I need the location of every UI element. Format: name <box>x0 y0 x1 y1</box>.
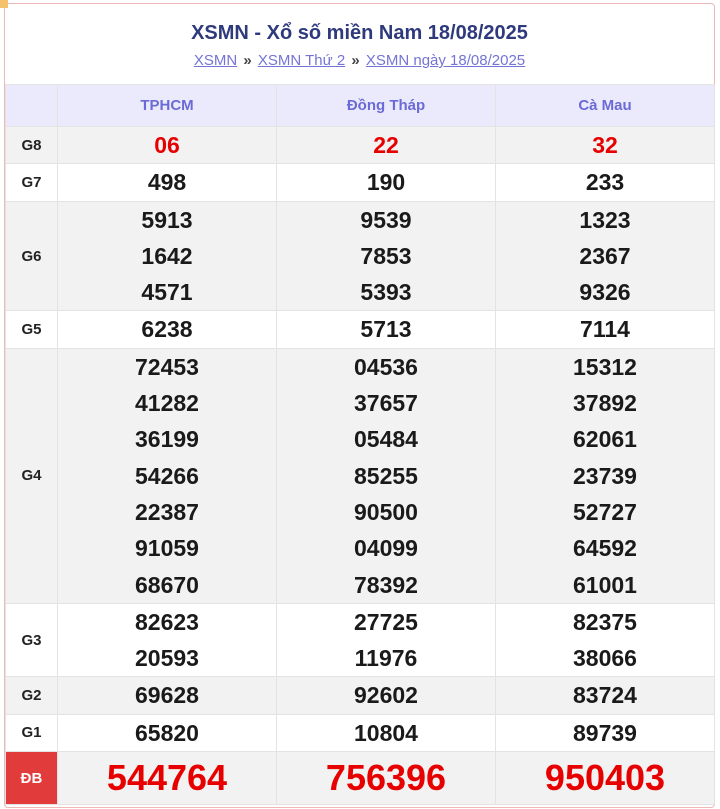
prize-number: 15312 <box>573 353 637 380</box>
prize-label: G7 <box>6 164 58 201</box>
result-cell <box>496 752 715 805</box>
prize-number: 9326 <box>579 279 631 306</box>
prize-number: 10804 <box>354 719 418 746</box>
prize-row-g5 <box>6 311 715 348</box>
page-title: XSMN - Xổ số miền Nam 18/08/2025 <box>191 22 528 44</box>
prize-number: 91059 <box>135 535 199 562</box>
prize-row-g2 <box>6 677 715 714</box>
special-prize-number: 950403 <box>544 757 666 799</box>
prize-number: 04536 <box>354 353 418 380</box>
prize-number: 22387 <box>135 498 199 525</box>
result-cell <box>277 311 496 348</box>
prize-number: 37657 <box>354 390 418 417</box>
prize-number: 6238 <box>141 316 193 343</box>
prize-number: 9539 <box>360 206 412 233</box>
corner-cell <box>6 85 58 127</box>
result-cell <box>277 164 496 201</box>
result-cell <box>58 164 277 201</box>
result-cell <box>58 677 277 714</box>
result-cell <box>496 127 715 164</box>
prize-number: 5913 <box>141 206 193 233</box>
prize-number: 68670 <box>135 571 199 598</box>
prize-number: 82623 <box>135 608 199 635</box>
result-cell <box>58 127 277 164</box>
prize-number: 04099 <box>354 535 418 562</box>
results-table <box>5 84 715 805</box>
prize-row-db <box>6 752 715 805</box>
prize-label: G2 <box>6 677 58 714</box>
prize-number: 92602 <box>354 682 418 709</box>
prize-number: 4571 <box>141 279 193 306</box>
prize-number: 36199 <box>135 426 199 453</box>
prize-number: 233 <box>585 169 625 196</box>
prize-number: 1642 <box>141 242 193 269</box>
result-cell <box>496 311 715 348</box>
result-cell <box>277 127 496 164</box>
province-header[interactable]: Cà Mau <box>496 85 715 127</box>
prize-number: 82375 <box>573 608 637 635</box>
result-cell <box>58 752 277 805</box>
prize-number: 2367 <box>579 242 631 269</box>
result-cell <box>277 201 496 311</box>
prize-row-g1 <box>6 714 715 751</box>
prize-label: G3 <box>6 603 58 677</box>
result-cell <box>277 752 496 805</box>
prize-number: 38066 <box>573 645 637 672</box>
prize-number: 62061 <box>573 426 637 453</box>
result-cell <box>277 348 496 603</box>
prize-number: 7114 <box>580 316 630 343</box>
prize-row-g4 <box>6 348 715 603</box>
prize-number: 06 <box>154 132 180 158</box>
prize-label: G4 <box>6 348 58 603</box>
prize-row-g8 <box>6 127 715 164</box>
result-cell <box>277 603 496 677</box>
prize-row-g7 <box>6 164 715 201</box>
prize-number: 90500 <box>354 498 418 525</box>
special-prize-number: 756396 <box>325 757 447 799</box>
result-cell <box>496 348 715 603</box>
prize-number: 72453 <box>135 353 199 380</box>
result-cell <box>277 677 496 714</box>
prize-number: 7853 <box>360 242 412 269</box>
result-cell <box>496 603 715 677</box>
province-header[interactable]: TPHCM <box>58 85 277 127</box>
prize-number: 41282 <box>135 390 199 417</box>
prize-number: 23739 <box>573 462 637 489</box>
breadcrumb-link-xsmn[interactable]: XSMN <box>193 52 238 69</box>
province-header-row <box>6 85 715 127</box>
prize-number: 11976 <box>354 645 418 672</box>
result-cell <box>58 348 277 603</box>
prize-number: 78392 <box>354 571 418 598</box>
prize-number: 37892 <box>573 390 637 417</box>
province-header[interactable]: Đồng Tháp <box>277 85 496 127</box>
prize-label: ĐB <box>6 752 58 805</box>
prize-number: 83724 <box>573 682 637 709</box>
prize-label: G5 <box>6 311 58 348</box>
result-cell <box>496 201 715 311</box>
prize-number: 27725 <box>354 608 418 635</box>
results-header <box>5 4 714 84</box>
prize-number: 65820 <box>135 719 199 746</box>
prize-number: 32 <box>592 132 618 158</box>
prize-row-g3 <box>6 603 715 677</box>
prize-number: 22 <box>373 132 399 158</box>
prize-number: 498 <box>147 169 187 196</box>
breadcrumb <box>5 52 714 69</box>
prize-label: G8 <box>6 127 58 164</box>
prize-label: G1 <box>6 714 58 751</box>
result-cell <box>58 603 277 677</box>
prize-number: 5713 <box>360 316 412 343</box>
prize-number: 20593 <box>135 645 199 672</box>
prize-number: 1323 <box>579 206 631 233</box>
result-cell <box>58 201 277 311</box>
result-cell <box>496 164 715 201</box>
breadcrumb-separator: » <box>243 52 252 69</box>
result-cell <box>58 311 277 348</box>
prize-number: 190 <box>366 169 406 196</box>
prize-number: 05484 <box>354 426 418 453</box>
prize-number: 85255 <box>354 462 418 489</box>
prize-number: 52727 <box>573 498 637 525</box>
breadcrumb-link-weekday[interactable]: XSMN Thứ 2 <box>257 52 346 69</box>
prize-row-g6 <box>6 201 715 311</box>
breadcrumb-link-date[interactable]: XSMN ngày 18/08/2025 <box>365 52 526 69</box>
prize-number: 69628 <box>135 682 199 709</box>
prize-number: 64592 <box>573 535 637 562</box>
result-cell <box>277 714 496 751</box>
prize-number: 89739 <box>573 719 637 746</box>
prize-number: 5393 <box>360 279 412 306</box>
prize-label: G6 <box>6 201 58 311</box>
result-cell <box>496 677 715 714</box>
breadcrumb-separator: » <box>351 52 360 69</box>
result-cell <box>58 714 277 751</box>
prize-number: 61001 <box>573 571 637 598</box>
result-cell <box>496 714 715 751</box>
prize-number: 54266 <box>135 462 199 489</box>
special-prize-number: 544764 <box>106 757 228 799</box>
